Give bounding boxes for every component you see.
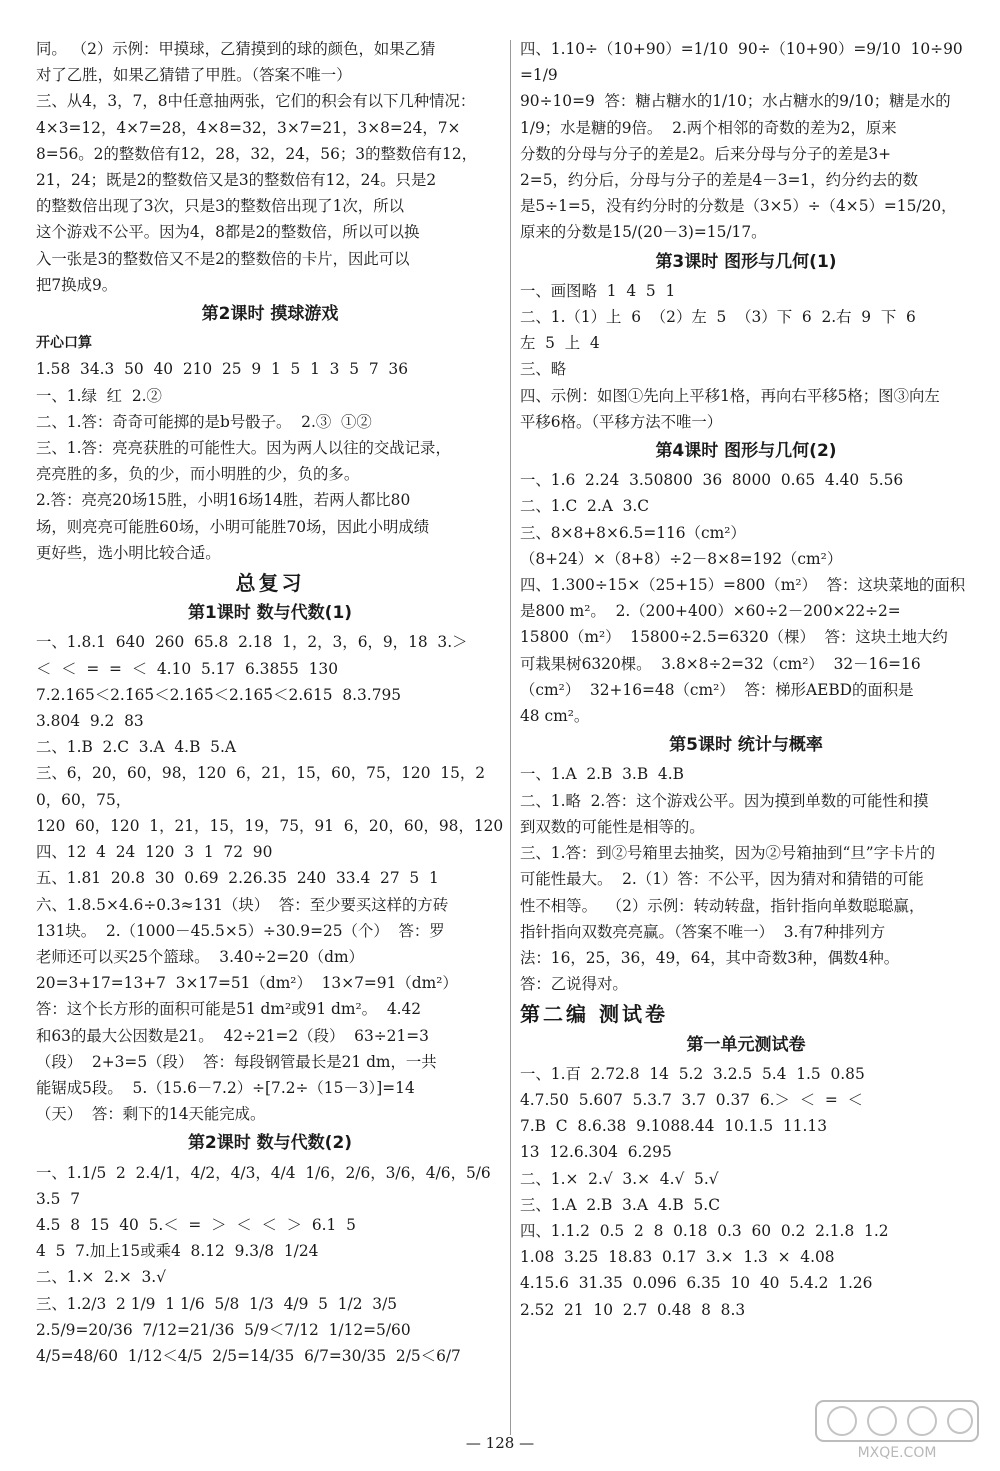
left-line: 4.5 8 15 40 5.＜ = ＞ ＜ ＜ ＞ 6.1 5: [36, 1215, 356, 1234]
left-line: 2.答：亮亮20场15胜，小明16场14胜，若两人都比80: [36, 491, 411, 510]
right-line: 性不相等。 （2）示例：转动转盘，指针指向单数聪聪赢，: [520, 896, 925, 915]
right-line: 4.15.6 31.35 0.096 6.35 10 40 5.4.2 1.26: [520, 1274, 873, 1293]
right-line: 四、示例：如图①先向上平移1格，再向右平移5格；图③向左: [520, 386, 940, 405]
left-line: 21，24；既是2的整数倍又是3的整数倍有12，24。只是2: [36, 171, 437, 190]
right-line: 法：16，25，36，49，64，其中奇数3种，偶数4种。: [520, 948, 900, 967]
left-line: ＜ ＜ = = ＜ 4.10 5.17 6.3855 130: [36, 659, 339, 678]
right-line: 一、1.A 2.B 3.B 4.B: [520, 765, 684, 784]
left-line: 一、1.1/5 2 2.4/1，4/2，4/3，4/4 1/6，2/6，3/6，4/6，5/6 3.5 7: [36, 1163, 501, 1208]
right-line: 一、1.百 2.72.8 14 5.2 3.2.5 5.4 1.5 0.85: [520, 1064, 865, 1083]
right-line: 分数的分母与分子的差是2。后来分母与分子的差是3+: [520, 144, 892, 163]
left-column: [36, 36, 504, 1369]
right-line: 四、1.1.2 0.5 2 8 0.18 0.3 60 0.2 2.1.8 1.2: [520, 1221, 889, 1240]
right-line: （8+24）×（8+8）÷2－8×8=192（cm²）: [520, 549, 843, 568]
right-line: 48 cm²。: [520, 707, 590, 726]
left-line: 三、1.2/3 2 1/9 1 1/6 5/8 1/3 4/9 5 1/2 3/5: [36, 1294, 398, 1313]
right-line: 90÷10=9 答：糖占糖水的1/10；水占糖水的9/10；糖是水的: [520, 92, 951, 111]
left-line: 8=56。2的整数倍有12，28，32，24，56；3的整数倍有12，: [36, 144, 478, 163]
right-part-heading: 第二编 测试卷: [520, 1002, 668, 1027]
left-section-title: 第2课时 数与代数(2): [187, 1133, 353, 1154]
right-line: 是5÷1=5，没有约分时的分数是（3×5）÷（4×5）=15/20，: [520, 197, 957, 216]
left-line: 三、1.答：亮亮获胜的可能性大。因为两人以往的交战记录，: [36, 439, 451, 458]
left-line: 把7换成9。: [36, 275, 118, 294]
right-line: 2=5，约分后，分母与分子的差是4－3=1，约分约去的数: [520, 171, 918, 190]
right-line: 指针指向双数亮亮赢。（答案不唯一） 3.有7种排列方: [520, 922, 886, 941]
left-line: 二、1.答：奇奇可能掷的是b号骰子。 2.③ ①②: [36, 412, 372, 431]
right-section-title: 第3课时 图形与几何(1): [655, 251, 837, 272]
left-line: 7.2.165＜2.1̇65̇＜2.16̇5̇＜2.165̇＜2.615 8.3.795: [36, 685, 402, 704]
left-line: 20=3+17=13+7 3×17=51（dm²） 13×7=91（dm²）: [36, 974, 458, 993]
left-line: 二、1.× 2.× 3.√: [36, 1268, 167, 1287]
left-line: 131块。 2.（1000－45.5×5）÷30.9=25（个） 答：罗: [36, 921, 445, 940]
right-line: 左 5 上 4: [520, 334, 600, 353]
right-line: 可能性最大。 2.（1）答：不公平，因为猜对和猜错的可能: [520, 870, 924, 889]
right-line: 到双数的可能性是相等的。: [520, 817, 705, 836]
right-line: 4.7.50 5.607 5.3.7 3.7 0.37 6.＞ ＜ = ＜: [520, 1090, 863, 1109]
right-line: 是800 m²。 2.（200+400）×60÷2－200×22÷2=: [520, 602, 901, 621]
right-line: 二、1.（1）上 6 （2）左 5 （3）下 6 2.右 9 下 6: [520, 308, 916, 327]
left-section-title: 第2课时 摸球游戏: [201, 304, 339, 325]
right-line: 平移6格。（平移方法不唯一）: [520, 412, 723, 431]
right-line: 三、8×8+8×6.5=116（cm²）: [520, 523, 746, 542]
left-line: 4 5 7.加上15或乘4 8.12 9.3/8 1/24: [36, 1242, 319, 1261]
watermark-text: MXQE.COM: [857, 1445, 937, 1461]
left-line: 4×3=12，4×7=28，4×8=32，3×7=21，3×8=24，7×: [36, 118, 461, 137]
right-line: 三、1.A 2.B 3.A 4.B 5.C: [520, 1195, 720, 1214]
right-line: 四、1.300÷15×（25+15）=800（m²） 答：这块菜地的面积: [520, 576, 966, 595]
right-section-title: 第4课时 图形与几何(2): [655, 441, 837, 462]
page-number: — 128 —: [465, 1434, 535, 1452]
left-line: 更好些，选小明比较合适。: [36, 543, 221, 562]
right-line: 可栽果树6320棵。 3.8×8÷2=32（cm²） 32－16=16: [520, 654, 921, 673]
left-line: 和63的最大公因数是21。 42÷21=2（段） 63÷21=3: [36, 1026, 429, 1045]
left-line: 一、1.8.1 640 260 65.8 2.18 1，2，3，6，9，18 3.＞: [36, 633, 468, 652]
left-part-heading: 总复习: [235, 571, 305, 596]
left-line: 2.5/9=20/36 7/12=21/36 5/9＜7/12 1/12=5/60: [36, 1320, 411, 1339]
left-subtitle: 开心口算: [36, 335, 92, 352]
right-line: 7.B C 8.6.38 9.1088.44 10.1.5 11.13: [520, 1117, 827, 1136]
right-section-title: 第5课时 统计与概率: [669, 735, 823, 756]
left-line: 一、1.绿 红 2.②: [36, 386, 162, 405]
left-line: 的整数倍出现了3次，只是3的整数倍出现了1次，所以: [36, 197, 404, 216]
right-line: 四、1.10÷（10+90）=1/10 90÷（10+90）=9/10 10÷90=1/9: [520, 40, 963, 85]
left-line: 对了乙胜，如果乙猜错了甲胜。（答案不唯一）: [36, 66, 352, 85]
left-line: 亮亮胜的多，负的少，而小明胜的少，负的多。: [36, 465, 360, 484]
left-line: 三、6，20，60，98，120 6，21，15，60，75，120 15，20，60，75，: [36, 764, 486, 809]
left-line: 老师还可以买25个篮球。 3.40÷2=20（dm）: [36, 947, 364, 966]
right-line: 1/9；水是糖的9倍。 2.两个相邻的奇数的差为2，原来: [520, 118, 897, 137]
right-line: 2.52 21 10 2.7 0.48 8 8.3: [520, 1300, 746, 1319]
right-line: 三、略: [520, 360, 567, 379]
left-line: 四、12 4 24 120 3 1 72 90: [36, 843, 273, 862]
left-line: 场，则亮亮可能胜60场，小明可能胜70场，因此小明成绩: [36, 517, 430, 536]
left-line: 入一张是3的整数倍又不是2的整数倍的卡片，因此可以: [36, 249, 410, 268]
left-line: 六、1.8.5×4.6÷0.3≈131（块） 答：至少要买这样的方砖: [36, 895, 449, 914]
right-line: 二、1.略 2.答：这个游戏公平。因为摸到单数的可能性和摸: [520, 791, 929, 810]
right-line: 原来的分数是15/(20－3)=15/17。: [520, 223, 767, 242]
watermark-logo: [812, 1395, 982, 1461]
right-section-title: 第一单元测试卷: [686, 1034, 806, 1055]
left-section-title: 第1课时 数与代数(1): [187, 603, 353, 624]
right-line: 13 12.6.304 6.295: [520, 1143, 672, 1162]
right-line: 二、1.× 2.√ 3.× 4.√ 5.√: [520, 1169, 719, 1188]
left-line: 3.804 9.2 83: [36, 712, 144, 731]
left-line: 答：这个长方形的面积可能是51 dm²或91 dm²。 4.42: [36, 1000, 422, 1019]
right-line: 三、1.答：到②号箱里去抽奖，因为②号箱抽到“旦”字卡片的: [520, 844, 936, 863]
right-line: 15800（m²） 15800÷2.5=6320（棵） 答：这块土地大约: [520, 628, 948, 647]
right-column: [520, 36, 972, 1323]
right-line: 一、1.6 2.24 3.50800 36 8000 0.65 4.40 5.56: [520, 471, 904, 490]
left-line: 三、从4，3，7，8中任意抽两张，它们的积会有以下几种情况：: [36, 92, 476, 111]
left-line: 同。 （2）示例：甲摸球，乙猜摸到的球的颜色，如果乙猜: [36, 40, 436, 58]
right-line: 答：乙说得对。: [520, 975, 628, 994]
right-line: 1.08 3.25 18.83 0.17 3.× 1.3 × 4.08: [520, 1248, 835, 1267]
left-line: 1.58 34.3 50 40 210 25 9 1 5 1 3 5 7 36: [36, 360, 408, 379]
right-line: （cm²） 32+16=48（cm²） 答：梯形AEBD的面积是: [520, 680, 914, 699]
left-line: （天） 答：剩下的14天能完成。: [36, 1105, 266, 1124]
left-line: 4/5=48/60 1/12＜4/5 2/5=14/35 6/7=30/35 2/5＜6/7: [36, 1346, 461, 1365]
right-line: 一、画图略 1 4 5 1: [520, 281, 676, 300]
left-line: 120 60，120 1，21，15，19，75，91 6，20，60，98，120: [36, 816, 504, 835]
left-line: 二、1.B 2.C 3.A 4.B 5.A: [36, 738, 236, 757]
left-line: 能锯成5段。 5.（15.6－7.2）÷[7.2÷（15－3）]=14: [36, 1078, 415, 1097]
left-line: 这个游戏不公平。因为4，8都是2的整数倍，所以可以换: [36, 223, 420, 242]
left-line: （段） 2+3=5（段） 答：每段钢管最长是21 dm，一共: [36, 1052, 437, 1071]
left-line: 五、1.81 20.8 30 0.69 2.26.35 240 33.4 27 5 1: [36, 869, 439, 888]
right-line: 二、1.C 2.A 3.C: [520, 497, 650, 516]
column-divider: [510, 40, 511, 1435]
